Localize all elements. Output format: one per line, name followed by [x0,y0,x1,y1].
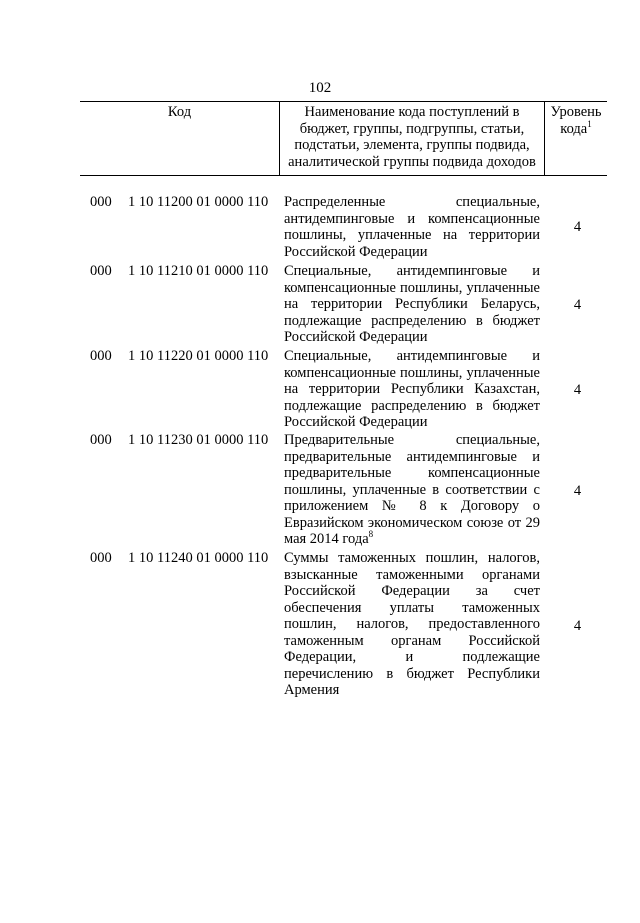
row-admin-code: 000 [90,550,112,566]
row-level: 4 [573,297,582,313]
row-admin-code: 000 [90,348,112,364]
row-level: 4 [573,618,582,634]
row-name: Распределенные специальные, антидемпинговые и компенсационные пошлины, уплаченные на территории Российской Федерации [284,194,540,260]
row-code: 1 10 11220 01 0000 110 [128,348,269,364]
row-admin-code: 000 [90,263,112,279]
row-name: Специальные, антидемпинговые и компенсационные пошлины, уплаченные на территории Республики Казахстан, подлежащие распределению в бюджет Российской Федерации [284,348,540,430]
row-code: 1 10 11240 01 0000 110 [128,550,269,566]
column-header-level-footnote: 1 [587,118,592,129]
column-header-code-label: Код [167,104,192,120]
table-header [80,101,607,176]
column-header-code [80,102,280,175]
row-admin-code: 000 [90,432,112,448]
row-name-footnote: 8 [368,529,374,540]
column-header-level-label: Уровень кода [550,104,602,137]
row-level: 4 [573,382,582,398]
row-name [284,432,540,548]
column-header-level [545,102,607,175]
row-name-text: Предварительные специальные, предварительные антидемпинговые и предварительные компенсационные пошлины, уплаченные в соответствии с приложением № 8 к Договору о Евразийском экономическом союзе от 29 мая 2014 года [284,432,540,547]
column-header-name-label: Наименование кода поступлений в бюджет, группы, подгруппы, статьи, подстатьи, элемента, группы подвида, аналитической группы подвида доходов [288,104,536,170]
column-header-name [280,102,545,175]
row-code: 1 10 11200 01 0000 110 [128,194,269,210]
row-level: 4 [573,219,582,235]
row-admin-code: 000 [90,194,112,210]
row-name: Суммы таможенных пошлин, налогов, взысканные таможенными органами Российской Федерации за счет обеспечения уплаты таможенных пошлин, налогов, предоставленного таможенным органам Российской Федерации, и подлежащие перечислению в бюджет Республики Армения [284,550,540,698]
row-code: 1 10 11230 01 0000 110 [128,432,269,448]
row-code: 1 10 11210 01 0000 110 [128,263,269,279]
row-name: Специальные, антидемпинговые и компенсационные пошлины, уплаченные на территории Республики Беларусь, подлежащие распределению в бюджет Российской Федерации [284,263,540,345]
row-level: 4 [573,483,582,499]
page-number: 102 [308,80,332,96]
